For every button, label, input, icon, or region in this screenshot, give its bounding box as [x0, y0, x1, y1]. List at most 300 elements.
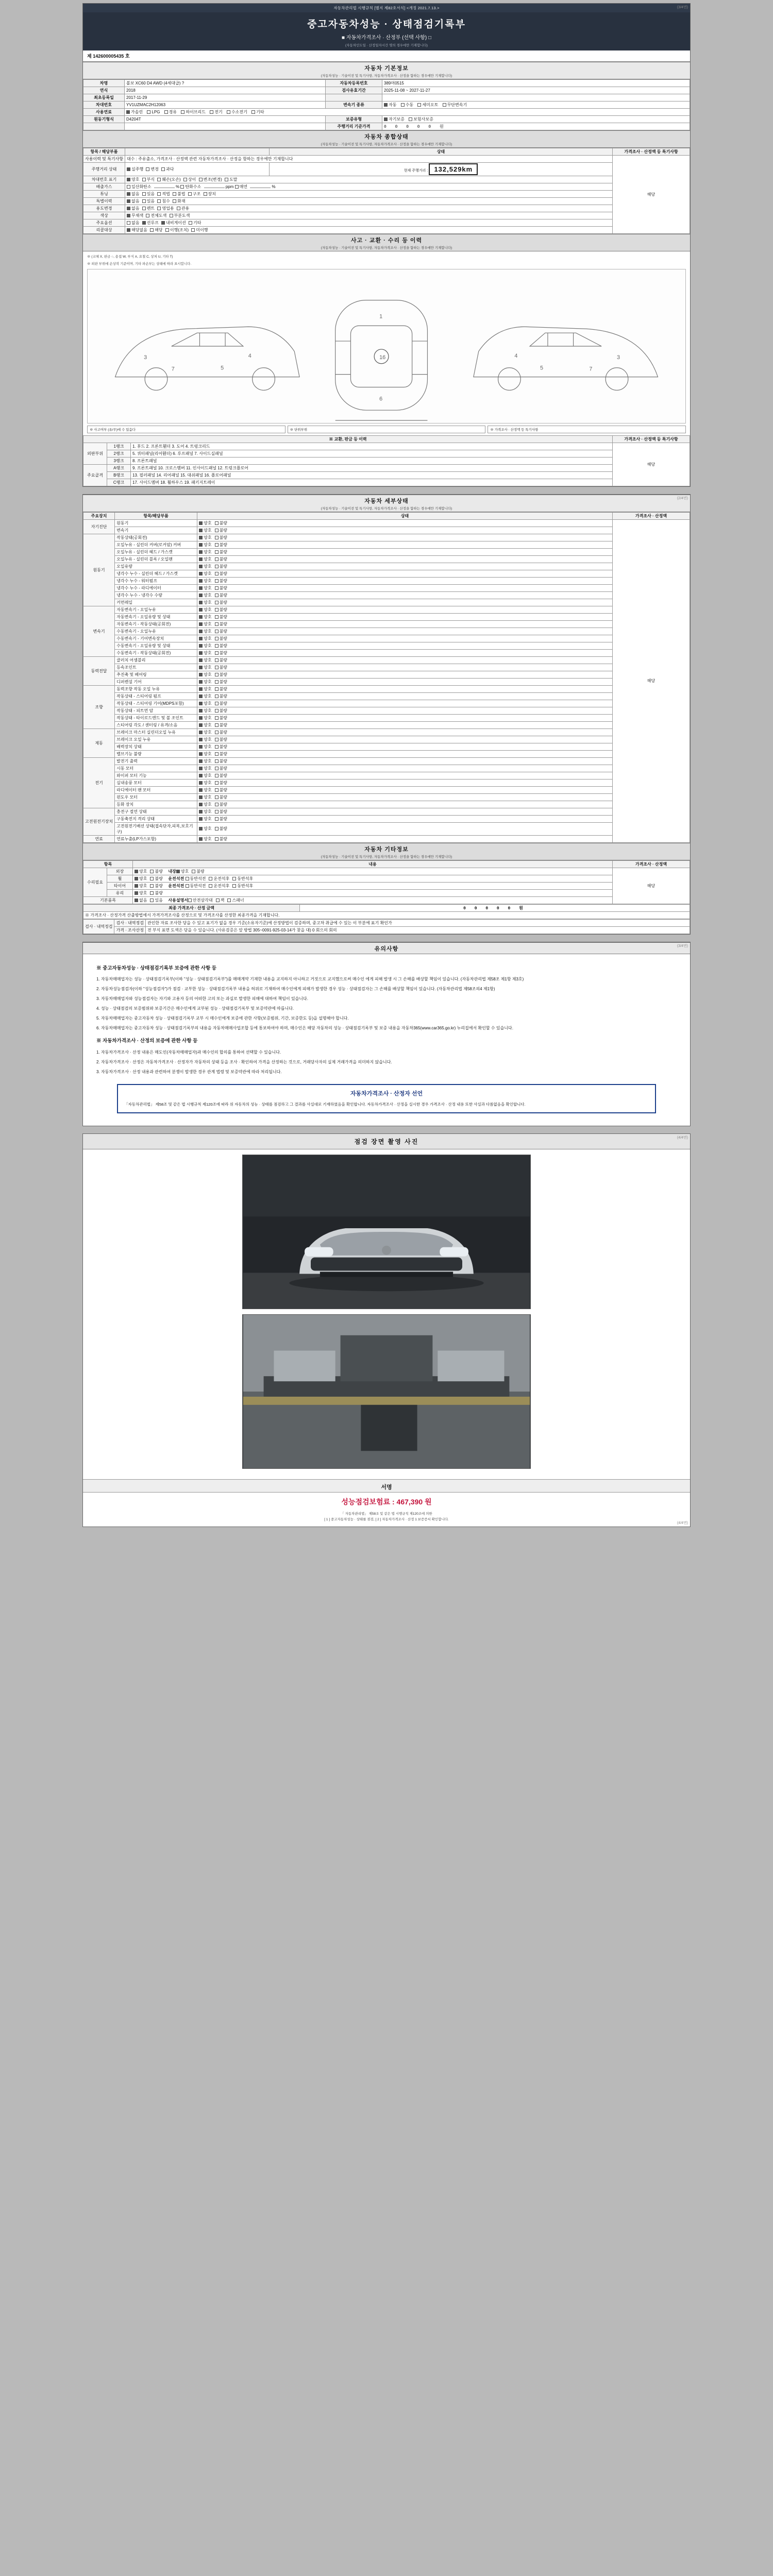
table-row [83, 613, 690, 620]
checkbox-state-good[interactable]: 양호 [199, 809, 211, 815]
part-label: 냉각수 누수 - 워터펌프 [115, 577, 197, 584]
sheet-tag-bottom: (4/4면) [677, 1521, 688, 1525]
row-value-2: 2025-11-08 ~ 2027-11-27 [382, 87, 690, 94]
checkbox-state-bad[interactable]: 불량 [215, 520, 227, 526]
mileage-label: 현재 주행거리 : [404, 169, 428, 173]
checkbox-state-bad[interactable]: 불량 [215, 794, 227, 800]
checkbox-manual[interactable]: 수동 [401, 102, 413, 108]
col-head-part: 항목/해당부품 [115, 512, 197, 519]
state-cell [197, 599, 613, 606]
part-label: 수동변속기 - 오일유량 및 상태 [115, 642, 197, 649]
state-cell [197, 779, 613, 786]
row-detail [125, 205, 613, 212]
checkbox-special-yes[interactable]: 있음 [142, 198, 155, 204]
checkbox-tuning-device[interactable]: 장치 [204, 191, 216, 197]
state-cell [197, 772, 613, 779]
checkbox-state-bad[interactable]: 불량 [215, 585, 227, 591]
checkbox-state-good[interactable]: 양호 [199, 693, 211, 699]
row-label: 용도변경 [83, 205, 125, 212]
checkbox-state-good[interactable]: 양호 [199, 629, 211, 634]
checkbox-state-bad[interactable]: 불량 [215, 751, 227, 757]
checkbox-4-b0[interactable]: 안전삼각대 [188, 897, 213, 903]
state-cell [197, 685, 613, 692]
checkbox-option-navigation[interactable]: 내비게이션 [161, 220, 186, 226]
checkbox-state-good[interactable]: 양호 [199, 758, 211, 764]
checkbox-4-a1[interactable]: 있음 [150, 897, 162, 903]
checkbox-state-bad[interactable]: 불량 [215, 549, 227, 555]
checkbox-smoke[interactable]: 매연 [235, 184, 247, 190]
other-group-label: 수리필요 [83, 868, 107, 896]
checkbox-state-bad[interactable]: 불량 [215, 629, 227, 634]
checkbox-special-fire[interactable]: 화재 [173, 198, 185, 204]
checkbox-state-good[interactable]: 양호 [199, 679, 211, 685]
form-legal-reference: 자동차관리법 시행규칙 [별지 제82호서식] <개정 2021.7.13.> [83, 4, 690, 12]
rank-grade: C랭크 [107, 479, 131, 486]
checkbox-state-good[interactable]: 양호 [199, 836, 211, 842]
checkbox-state-good[interactable]: 양호 [199, 787, 211, 793]
checkbox-special-none[interactable]: 없음 [127, 198, 139, 204]
checkbox-tuning-illegal[interactable]: 불법 [173, 191, 185, 197]
checkbox-use-none[interactable]: 없음 [127, 206, 139, 211]
part-label: 냉각수 누수 - 실린더 헤드 / 가스켓 [115, 570, 197, 577]
checkbox-state-good[interactable]: 양호 [199, 600, 211, 605]
checkbox-recall-na[interactable]: 해당없음 [127, 227, 147, 233]
checkbox-state-bad[interactable]: 불량 [215, 686, 227, 692]
document-number: 142600005435 [93, 54, 124, 59]
checkbox-tuning-structure[interactable]: 구조 [188, 191, 200, 197]
col-head-item: 항목 / 해당부품 [83, 148, 125, 156]
checkbox-excessive[interactable]: 과다 [161, 166, 174, 172]
checkbox-state-bad[interactable]: 불량 [215, 780, 227, 786]
rank-items: 8. 프론트패널 [131, 457, 613, 464]
note-text: 해당 [647, 192, 656, 197]
car-body-diagram[interactable] [87, 269, 686, 423]
checkbox-state-bad[interactable]: 불량 [215, 693, 227, 699]
checkbox-fuel-diesel[interactable]: 경유 [164, 109, 177, 115]
table-row [83, 471, 690, 479]
rank-items: 17. 사이드멤버 18. 휠하우스 19. 패키지트레이 [131, 479, 613, 486]
table-row [83, 534, 690, 541]
checkbox-special-flood[interactable]: 침수 [157, 198, 170, 204]
row-value-2 [382, 94, 690, 101]
checkbox-changed[interactable]: 변경 [146, 166, 158, 172]
checkbox-vin-corrosion[interactable]: 부식 [142, 177, 155, 182]
row-value: YV1UZMAC2H12063 [125, 101, 326, 109]
checkbox-state-bad[interactable]: 불량 [215, 535, 227, 540]
notice-paragraph: 2. 자동차성능점검자(이하 "성능점검자")가 점검 · 교부한 성능 · 상태점검기록부 내용을 허위로 기재하여 매수인에게 피해가 발생한 경우 성능 · 상태점검자는 그 손해를 배상할 책임이 있습니다. (자동차관리법 제58조의4 제1항) [96, 987, 495, 992]
table-row [83, 642, 690, 649]
checkbox-state-bad[interactable]: 불량 [215, 614, 227, 620]
checkbox-state-bad[interactable]: 불량 [215, 809, 227, 815]
row-label: 리콜대상 [83, 227, 125, 234]
checkbox-state-bad[interactable]: 불량 [215, 643, 227, 649]
checkbox-3-a0[interactable]: 양호 [135, 890, 147, 896]
checkbox-state-bad[interactable]: 불량 [215, 679, 227, 685]
checkbox-state-good[interactable]: 양호 [199, 542, 211, 548]
other-content-cell [133, 868, 613, 875]
other-rows [83, 868, 690, 904]
checkbox-state-good[interactable]: 양호 [199, 722, 211, 728]
part-label: 충전구 절연 상태 [115, 808, 197, 815]
checkbox-state-good[interactable]: 양호 [199, 816, 211, 822]
checkbox-0-c1[interactable]: 불량 [192, 869, 204, 874]
checkbox-state-bad[interactable]: 불량 [215, 621, 227, 627]
row-detail: 대수 : 주유출소, 가격조사 · 산정액 관련 자동차가격조사 · 산정을 함하는 경우에만 기재합니다 [125, 156, 613, 163]
checkbox-state-bad[interactable]: 불량 [215, 650, 227, 656]
state-cell [197, 534, 613, 541]
photo-lift-underbody[interactable] [242, 1314, 531, 1469]
checkbox-state-good[interactable]: 양호 [199, 528, 211, 533]
checkbox-state-good[interactable]: 양호 [199, 549, 211, 555]
checkbox-state-good[interactable]: 양호 [199, 794, 211, 800]
declaration-title: 자동차가격조사 · 산정자 선언 [350, 1090, 423, 1097]
checkbox-state-bad[interactable]: 불량 [215, 564, 227, 569]
checkbox-0-c0[interactable]: 양호 [176, 869, 189, 874]
stamp-area [614, 192, 688, 197]
table-row [83, 919, 690, 926]
col-head-state: 상태 [270, 148, 613, 156]
checkbox-3-a1[interactable]: 불량 [150, 890, 162, 896]
checkbox-hc[interactable]: 탄화수소 [180, 184, 201, 190]
checkbox-option-etc[interactable]: 기타 [189, 220, 201, 226]
table-row [83, 555, 690, 563]
part-label: 작동상태 - 피트먼 암 [115, 707, 197, 714]
row-label: 특별이력 [83, 198, 125, 205]
table-row [83, 519, 690, 527]
checkbox-state-bad[interactable]: 불량 [215, 665, 227, 670]
row-label: 차명 [83, 80, 125, 87]
checkbox-state-bad[interactable]: 불량 [215, 556, 227, 562]
checkbox-state-bad[interactable]: 불량 [215, 744, 227, 750]
checkbox-state-bad[interactable]: 불량 [215, 836, 227, 842]
checkbox-state-good[interactable]: 양호 [199, 657, 211, 663]
part-label: 작동상태 - 타이로드엔드 및 볼 조인트 [115, 714, 197, 721]
row-label: 배출가스 [83, 183, 125, 191]
part-label: 오일누유 - 실린더 블록 / 오일팬 [115, 555, 197, 563]
checkbox-state-good[interactable]: 양호 [199, 686, 211, 692]
table-row [83, 808, 690, 815]
checkbox-1-a1[interactable]: 불량 [150, 876, 162, 882]
checkbox-state-bad[interactable]: 불량 [215, 816, 227, 822]
table-row [83, 570, 690, 577]
checkbox-vin-altered[interactable]: 변조(변경) [199, 177, 222, 182]
table-header-row [83, 860, 690, 868]
checkbox-state-bad[interactable]: 불량 [215, 607, 227, 613]
checkbox-vin-diff[interactable]: 상이 [183, 177, 196, 182]
checkbox-1-a0[interactable]: 양호 [135, 876, 147, 882]
photo-front-exterior[interactable] [242, 1155, 531, 1309]
checkbox-state-good[interactable]: 양호 [199, 826, 211, 832]
checkbox-state-good[interactable]: 양호 [199, 751, 211, 757]
table-row [83, 599, 690, 606]
checkbox-insurer-warranty[interactable]: 보험사보증 [409, 116, 433, 122]
state-cell [197, 728, 613, 736]
checkbox-2-a1[interactable]: 불량 [150, 883, 162, 889]
checkbox-state-good[interactable]: 양호 [199, 636, 211, 641]
checkbox-state-good[interactable]: 양호 [199, 643, 211, 649]
table-row [83, 815, 690, 822]
table-row [83, 801, 690, 808]
table-row [83, 765, 690, 772]
part-label: 등화 장치 [115, 801, 197, 808]
sheet-notice [82, 942, 691, 1126]
checkbox-co[interactable]: 일산화탄소 [127, 184, 152, 190]
rank-grade: 1랭크 [107, 443, 131, 450]
checkbox-state-bad[interactable]: 불량 [215, 802, 227, 807]
checkbox-4-b1[interactable]: 잭 [216, 897, 225, 903]
row-detail [125, 227, 613, 234]
photo-footnote [83, 1511, 690, 1527]
checkbox-state-good[interactable]: 양호 [199, 556, 211, 562]
inspector-table [83, 919, 690, 934]
checkbox-0-a1[interactable]: 불량 [150, 869, 162, 874]
state-cell [197, 671, 613, 678]
part-label: 스티어링 각도 / 센터링 / 유격/소음 [115, 721, 197, 728]
state-cell [197, 527, 613, 534]
checkbox-2-b0[interactable]: 동반석전 [186, 883, 206, 889]
document-number-row [83, 50, 690, 62]
state-cell [197, 721, 613, 728]
checkbox-state-bad[interactable]: 불량 [215, 758, 227, 764]
part-label: 오일유량 [115, 563, 197, 570]
part-label: 밸브기능 불량 [115, 750, 197, 757]
checkbox-state-good[interactable]: 양호 [199, 780, 211, 786]
checkbox-state-bad[interactable]: 불량 [215, 715, 227, 721]
checkbox-recall-yes[interactable]: 해당 [150, 227, 162, 233]
final-price-note-1: ※ 가격조사 · 산정가격 산출방법에서 가격가격조사를 산정으로 및 가격조사를 산정한 최종가격을 기재합니다. [83, 911, 690, 919]
checkbox-state-bad[interactable]: 불량 [215, 708, 227, 714]
table-row [83, 94, 690, 101]
checkbox-4-a0[interactable]: 없음 [135, 897, 147, 903]
checkbox-state-bad[interactable]: 불량 [215, 542, 227, 548]
checkbox-state-good[interactable]: 양호 [199, 592, 211, 598]
checkbox-state-bad[interactable]: 불량 [215, 730, 227, 735]
row-detail [125, 219, 613, 227]
checkbox-state-bad[interactable]: 불량 [215, 701, 227, 706]
checkbox-vin-damage[interactable]: 훼손(오손) [157, 177, 180, 182]
checkbox-state-good[interactable]: 양호 [199, 737, 211, 742]
rank-items: 1. 후드 2. 프론트휀더 3. 도어 4. 트렁크리드 [131, 443, 613, 450]
rank-items: 13. 필러패널 14. 리어패널 15. 대쉬패널 16. 플로어패널 [131, 471, 613, 479]
checkbox-state-good[interactable]: 양호 [199, 715, 211, 721]
part-label: 와이퍼 모터 기능 [115, 772, 197, 779]
checkbox-state-bad[interactable]: 불량 [215, 672, 227, 677]
table-row [83, 911, 690, 919]
checkbox-use-business[interactable]: 영업용 [157, 206, 174, 211]
checkbox-state-bad[interactable]: 불량 [215, 826, 227, 832]
part-label: 자동변속기 - 오일누유 [115, 606, 197, 613]
checkbox-state-bad[interactable]: 불량 [215, 528, 227, 533]
checkbox-tuning-legal[interactable]: 적법 [157, 191, 170, 197]
signature-label: 서명 [83, 1479, 690, 1493]
checkbox-state-good[interactable]: 양호 [199, 766, 211, 771]
checkbox-self-warranty[interactable]: 자기보증 [384, 116, 405, 122]
state-cell [197, 635, 613, 642]
checkbox-option-none[interactable]: 없음 [127, 220, 139, 226]
checkbox-1-b2[interactable]: 동반석후 [232, 876, 253, 882]
checkbox-state-good[interactable]: 양호 [199, 802, 211, 807]
checkbox-tuning-none[interactable]: 없음 [127, 191, 139, 197]
checkbox-state-bad[interactable]: 불량 [215, 766, 227, 771]
checkbox-state-bad[interactable]: 불량 [215, 722, 227, 728]
overall-state-table [83, 148, 690, 234]
note-cell [613, 156, 690, 234]
table-row [83, 678, 690, 685]
table-row [83, 527, 690, 534]
state-cell [197, 584, 613, 591]
checkbox-color-full[interactable]: 전체도색 [146, 213, 166, 218]
row-label: 최초등록일 [83, 94, 125, 101]
note-cell: 해당 [613, 519, 690, 842]
checkbox-option-sunroof[interactable]: 선루프 [142, 220, 159, 226]
checkbox-state-bad[interactable]: 불량 [215, 636, 227, 641]
checkbox-state-good[interactable]: 양호 [199, 564, 211, 569]
diagram-subnotes [87, 426, 686, 433]
state-cell [197, 541, 613, 548]
checkbox-state-good[interactable]: 양호 [199, 730, 211, 735]
checkbox-state-bad[interactable]: 불량 [215, 657, 227, 663]
part-label: 변속기 [115, 527, 197, 534]
notice-sec1-head: ※ 중고자동차성능 · 상태점검기록부 보증에 관한 사항 등 [96, 965, 217, 971]
table-row [83, 786, 690, 793]
checkbox-state-good[interactable]: 양호 [199, 571, 211, 577]
checkbox-tuning-yes[interactable]: 있음 [142, 191, 155, 197]
table-row [83, 116, 690, 123]
table-row [83, 772, 690, 779]
checkbox-fuel-hydrogen[interactable]: 수소전기 [227, 109, 247, 115]
table-row [83, 685, 690, 692]
checkbox-fuel-hybrid[interactable]: 하이브리드 [181, 109, 206, 115]
checkbox-state-good[interactable]: 양호 [199, 535, 211, 540]
checkbox-vin-ok[interactable]: 양호 [127, 177, 139, 182]
checkbox-state-good[interactable]: 양호 [199, 585, 211, 591]
checkbox-2-b2[interactable]: 동반석후 [232, 883, 253, 889]
section-title-accident: 사고 · 교환 · 수리 등 이력 [350, 238, 423, 244]
checkbox-fuel-lpg[interactable]: LPG [147, 110, 160, 114]
checkbox-state-good[interactable]: 양호 [199, 708, 211, 714]
checkbox-fuel-gasoline[interactable]: 가솔린 [126, 109, 143, 115]
checkbox-state-good[interactable]: 양호 [199, 578, 211, 584]
other-sub-label: 타이어 [107, 882, 133, 889]
checkbox-use-government[interactable]: 관용 [177, 206, 189, 211]
checkbox-recall-undone[interactable]: 미이행 [191, 227, 208, 233]
checkbox-vin-erased[interactable]: 도말 [225, 177, 237, 182]
other-group-label: 기본품목 [83, 896, 133, 904]
other-sub-head: 운전석전 [168, 876, 186, 881]
checkbox-recall-done[interactable]: 이행(조치) [165, 227, 189, 233]
row-label: 색상 [83, 212, 125, 219]
other-sub-label: 유리 [107, 889, 133, 896]
sheet-tag: (3/4면) [677, 6, 688, 9]
part-label: 작동상태 - 스티어링 펌프 [115, 692, 197, 700]
part-label: 배력장치 상태 [115, 743, 197, 750]
checkbox-1-b1[interactable]: 운전석후 [209, 876, 229, 882]
checkbox-state-bad[interactable]: 불량 [215, 773, 227, 778]
checkbox-state-bad[interactable]: 불량 [215, 578, 227, 584]
checkbox-state-bad[interactable]: 불량 [215, 600, 227, 605]
svg-text:3: 3 [144, 354, 147, 361]
notice-paragraph: 3. 자동차가격조사 · 산정 내용과 관련하여 분쟁이 발생한 경우 관계 법령 및 보증약관에 따라 처리됩니다. [96, 1069, 282, 1074]
checkbox-state-bad[interactable]: 불량 [215, 737, 227, 742]
checkbox-state-good[interactable]: 양호 [199, 621, 211, 627]
sheet-tag: (3/4면) [677, 944, 688, 948]
part-label: 디퍼렌셜 기어 [115, 678, 197, 685]
checkbox-state-good[interactable]: 양호 [199, 672, 211, 677]
checkbox-1-b0[interactable]: 동반석전 [186, 876, 206, 882]
transmission-options [382, 101, 690, 109]
row-detail [125, 212, 613, 219]
row-value-2: 389머0515 [382, 80, 690, 87]
state-cell [197, 628, 613, 635]
section-title-notice: 유의사항 [374, 945, 399, 952]
checkbox-state-good[interactable]: 양호 [199, 744, 211, 750]
rank-grade: 3랭크 [107, 457, 131, 464]
col-head-note: 가격조사 · 산정액 등 특기사항 [613, 148, 690, 156]
checkbox-state-good[interactable]: 양호 [199, 614, 211, 620]
notice-sec1-list [96, 976, 677, 1032]
checkbox-state-bad[interactable]: 불량 [215, 592, 227, 598]
state-cell [197, 736, 613, 743]
checkbox-fuel-electric[interactable]: 전기 [210, 109, 222, 115]
checkbox-state-good[interactable]: 양호 [199, 607, 211, 613]
state-cell [197, 786, 613, 793]
checkbox-fuel-etc[interactable]: 기타 [251, 109, 264, 115]
row-label: 튜닝 [83, 191, 125, 198]
document-number-label: 제 [87, 54, 92, 59]
table-row [83, 191, 690, 198]
checkbox-actual-mileage[interactable]: 실주행 [127, 166, 143, 172]
state-cell [197, 656, 613, 664]
section-note-detail: (자동차성능 · 기술이전 및 특기사항, 자동차가격조사 · 산정을 함하는 경우에만 기재합니다) [321, 506, 452, 511]
checkbox-state-good[interactable]: 양호 [199, 520, 211, 526]
part-label: 냉각수 누수 - 라디에이터 [115, 584, 197, 591]
col-head-price: 가격조사 · 산정액 [613, 512, 690, 519]
notice-paragraph: 5. 자동차매매업자는 중고자동차 성능 · 상태점검기록부 교부 시 매수인에게 보증에 관한 사항(보증범위, 기간, 보증한도 등)을 설명해야 합니다. [96, 1016, 349, 1021]
part-label: 추진축 및 베어링 [115, 671, 197, 678]
checkbox-state-good[interactable]: 양호 [199, 665, 211, 670]
row-label-2: 자동차등록번호 [326, 80, 382, 87]
checkbox-state-good[interactable]: 양호 [199, 701, 211, 706]
document-number-suffix: 호 [125, 54, 130, 59]
section-title-detail: 자동차 세부상태 [364, 498, 409, 504]
table-row [83, 163, 690, 176]
checkbox-color-original[interactable]: 무채색 [127, 213, 143, 218]
part-label: 클러치 어셈블리 [115, 656, 197, 664]
checkbox-2-b1[interactable]: 운전석후 [209, 883, 229, 889]
section-band-basic [83, 62, 690, 79]
sheet-tag: (4/4면) [677, 1136, 688, 1140]
checkbox-color-partial[interactable]: 부분도색 [170, 213, 190, 218]
svg-text:3: 3 [617, 354, 620, 361]
part-label: 수동변속기 - 기어변속장치 [115, 635, 197, 642]
checkbox-state-bad[interactable]: 불량 [215, 787, 227, 793]
part-label: 동력조향 작동 오일 누유 [115, 685, 197, 692]
checkbox-auto[interactable]: 자동 [384, 102, 396, 108]
checkbox-state-good[interactable]: 양호 [199, 773, 211, 778]
sheet-tag: (2/4면) [677, 496, 688, 500]
checkbox-semiauto[interactable]: 세미오토 [417, 102, 438, 108]
checkbox-state-good[interactable]: 양호 [199, 650, 211, 656]
checkbox-2-a0[interactable]: 양호 [135, 883, 147, 889]
inspector-note-1: 관인한 자료 조사한 당을 수 있고 표기가 없을 경우 기준(소유자기준)에 산정방법이 검증하며, 중고차 취급에 수 있는 이 부분에 표기 확인가 [145, 919, 690, 926]
checkbox-4-b2[interactable]: 스패너 [227, 897, 244, 903]
table-row [83, 205, 690, 212]
checkbox-use-rental[interactable]: 렌트 [142, 206, 155, 211]
checkbox-state-bad[interactable]: 불량 [215, 571, 227, 577]
checkbox-cvt[interactable]: 무단변속기 [443, 102, 467, 108]
checkbox-0-a0[interactable]: 양호 [135, 869, 147, 874]
row-value: 볼보 XC60 D4 AWD (4세대급) ? [125, 80, 326, 87]
